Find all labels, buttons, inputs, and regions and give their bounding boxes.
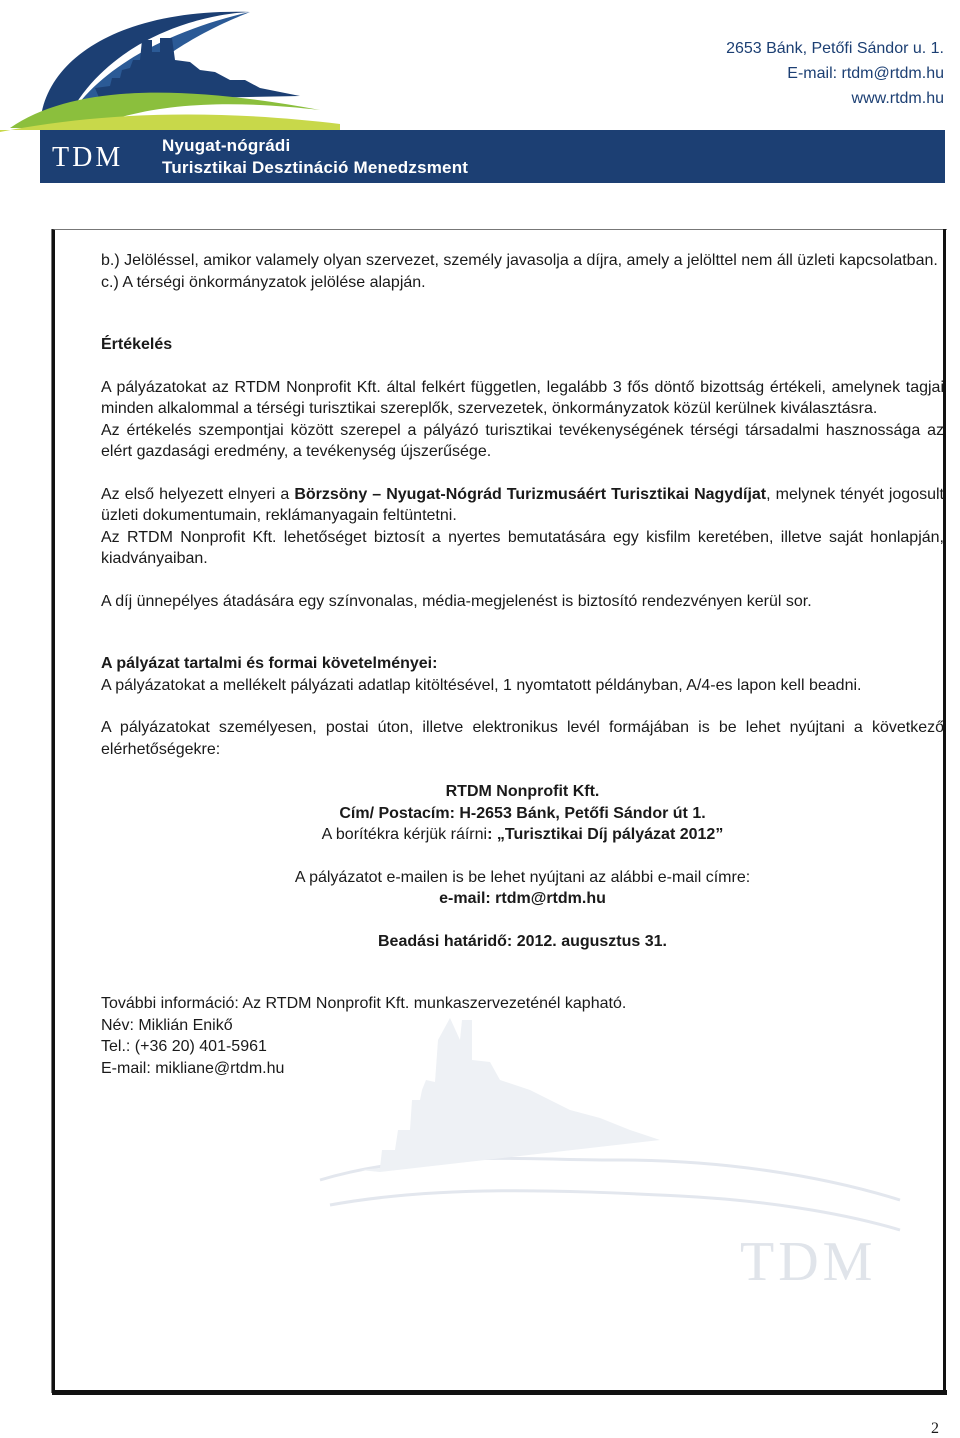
award-name: Börzsöny – Nyugat-Nógrád Turizmusáért Turisztikai Nagydíjat <box>294 485 767 503</box>
envelope-label: : „Turisztikai Díj pályázat 2012” <box>487 826 724 843</box>
logo-title-line1: Nyugat-nógrádi <box>162 136 291 155</box>
heading-ertekeles: Értékelés <box>101 336 173 353</box>
address: 2653 Bánk, Petőfi Sándor u. 1. <box>726 40 944 57</box>
letterhead <box>0 0 960 190</box>
postal-address: Cím/ Postacím: H-2653 Bánk, Petőfi Sándor út 1. <box>339 804 706 822</box>
winner-text-c: , melynek tényét jogosult üzleti dokumentumain, reklámanyagain feltüntetni. <box>101 485 945 524</box>
contact-email[interactable]: E-mail: mikliane@rtdm.hu <box>101 1059 285 1077</box>
page-number: 2 <box>931 1420 939 1437</box>
paragraph-submission: A pályázatokat személyesen, postai úton, illetve elektronikus levél formájában is be lehet nyújtani a következő elérhetőségekre: <box>101 719 944 758</box>
watermark-tdm: TDM <box>740 1231 877 1293</box>
paragraph-b: b.) Jelöléssel, amikor valamely olyan szervezet, személy javasolja a díjra, amely a jelölttel nem áll üzleti kapcsolatban. <box>101 252 938 269</box>
frame-bottom-border <box>52 1390 947 1395</box>
header-email[interactable]: E-mail: rtdm@rtdm.hu <box>787 65 944 82</box>
header-website[interactable]: www.rtdm.hu <box>851 90 944 107</box>
submission-email[interactable]: e-mail: rtdm@rtdm.hu <box>439 890 606 907</box>
envelope-note-a: A borítékra kérjük ráírni <box>321 826 488 843</box>
info-line: További információ: Az RTDM Nonprofit Kft. munkaszervezeténél kapható. <box>101 995 627 1012</box>
deadline: Beadási határidő: 2012. augusztus 31. <box>378 932 667 950</box>
paragraph-film: Az RTDM Nonprofit Kft. lehetőséget biztosít a nyertes bemutatására egy kisfilm keretében, illetve saját honlapján, kiadványaiban. <box>101 528 944 567</box>
winner-text-a: Az első helyezett elnyeri a <box>101 485 295 503</box>
paragraph-format: A pályázatokat a mellékelt pályázati adatlap kitöltésével, 1 nyomtatott példányban, A/4-es lapon kell beadni. <box>101 676 862 694</box>
contact-name: Név: Miklián Enikő <box>101 1016 233 1034</box>
contact-phone: Tel.: (+36 20) 401-5961 <box>101 1038 267 1055</box>
document-body <box>101 250 944 1079</box>
heading-requirements: A pályázat tartalmi és formai követelményei: <box>101 655 438 672</box>
paragraph-criteria: Az értékelés szempontjai között szerepel a pályázó turisztikai tevékenységének térségi társadalmi hasznossága az elért gazdasági eredmény, a tevékenység újszerűsége. <box>101 421 944 460</box>
paragraph-winner <box>101 484 944 527</box>
envelope-note <box>101 824 944 846</box>
logo-title-line2: Turisztikai Desztináció Menedzsment <box>162 158 469 177</box>
paragraph-evaluation: A pályázatokat az RTDM Nonprofit Kft. által felkért független, legalább 3 fős döntő bizottság értékeli, amelynek tagjai minden alkalommal a térségi turisztikai szereplők, szervezetek, önkormányzatok közül kerülnek kiválasztásra. <box>101 378 944 417</box>
email-note: A pályázatot e-mailen is be lehet nyújtani az alábbi e-mail címre: <box>294 868 751 886</box>
paragraph-c: c.) A térségi önkormányzatok jelölése alapján. <box>101 273 426 291</box>
contact-block <box>726 36 944 111</box>
company-name: RTDM Nonprofit Kft. <box>445 783 600 800</box>
tdm-logo-text: TDM <box>52 142 124 173</box>
paragraph-ceremony: A díj ünnepélyes átadására egy színvonalas, média-megjelenést is biztosító rendezvényen kerül sor. <box>101 592 812 610</box>
